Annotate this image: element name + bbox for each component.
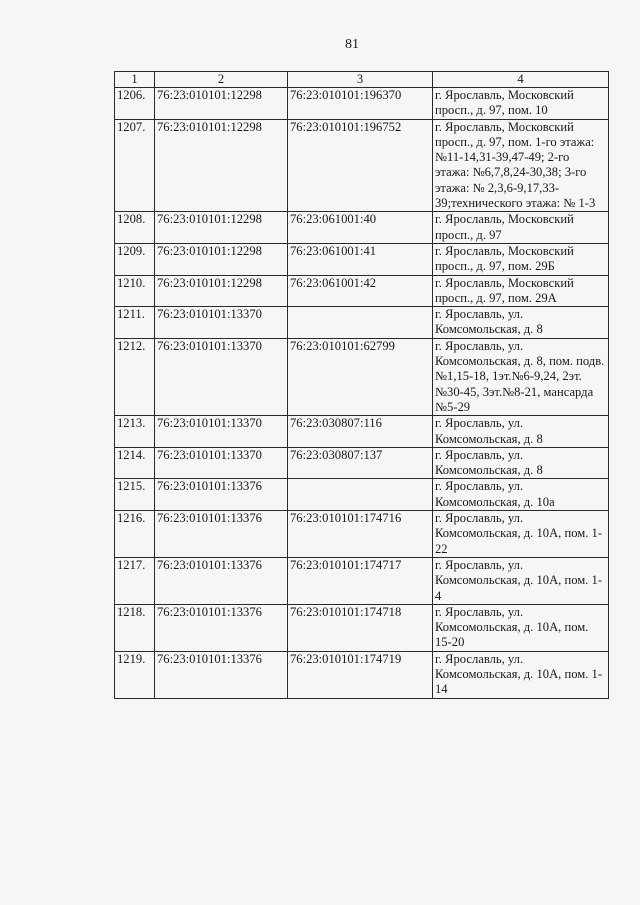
object-cadastral-number: 76:23:010101:174719 — [288, 651, 433, 698]
table-row — [115, 479, 609, 511]
object-cadastral-number — [288, 307, 433, 339]
parcel-cadastral-number: 76:23:010101:13376 — [155, 479, 288, 511]
address: г. Ярославль, ул. Комсомольская, д. 10а — [433, 479, 609, 511]
object-cadastral-number: 76:23:010101:174718 — [288, 604, 433, 651]
address: г. Ярославль, Московский просп., д. 97, пом. 29А — [433, 275, 609, 307]
row-number: 1218. — [115, 604, 155, 651]
header-row — [115, 72, 609, 88]
address: г. Ярославль, ул. Комсомольская, д. 10А, пом. 1-22 — [433, 511, 609, 558]
table-row — [115, 119, 609, 212]
table-row — [115, 88, 609, 120]
object-cadastral-number: 76:23:010101:62799 — [288, 338, 433, 415]
address: г. Ярославль, Московский просп., д. 97, пом. 1-го этажа: №11-14,31-39,47-49; 2-го этажа: №6,7,8,24-30,38; 3-го этажа: № 2,3,6-9,17,33-39;технического этажа: № 1-3 — [433, 119, 609, 212]
header-col-4: 4 — [433, 72, 609, 88]
table-row — [115, 511, 609, 558]
table-body — [115, 88, 609, 699]
address: г. Ярославль, ул. Комсомольская, д. 8 — [433, 416, 609, 448]
parcel-cadastral-number: 76:23:010101:12298 — [155, 88, 288, 120]
table-row — [115, 447, 609, 479]
parcel-cadastral-number: 76:23:010101:13370 — [155, 338, 288, 415]
table-row — [115, 651, 609, 698]
row-number: 1219. — [115, 651, 155, 698]
address: г. Ярославль, ул. Комсомольская, д. 10А, пом. 1-4 — [433, 557, 609, 604]
table-header — [115, 72, 609, 88]
object-cadastral-number — [288, 479, 433, 511]
row-number: 1216. — [115, 511, 155, 558]
table-row — [115, 243, 609, 275]
header-col-3: 3 — [288, 72, 433, 88]
table-row — [115, 338, 609, 415]
page-number: 81 — [345, 37, 359, 52]
parcel-cadastral-number: 76:23:010101:13376 — [155, 651, 288, 698]
row-number: 1210. — [115, 275, 155, 307]
address: г. Ярославль, Московский просп., д. 97, пом. 29Б — [433, 243, 609, 275]
parcel-cadastral-number: 76:23:010101:13370 — [155, 416, 288, 448]
row-number: 1206. — [115, 88, 155, 120]
object-cadastral-number: 76:23:061001:41 — [288, 243, 433, 275]
row-number: 1214. — [115, 447, 155, 479]
parcel-cadastral-number: 76:23:010101:12298 — [155, 212, 288, 244]
object-cadastral-number: 76:23:061001:40 — [288, 212, 433, 244]
address: г. Ярославль, ул. Комсомольская, д. 8 — [433, 447, 609, 479]
row-number: 1207. — [115, 119, 155, 212]
address: г. Ярославль, ул. Комсомольская, д. 8 — [433, 307, 609, 339]
parcel-cadastral-number: 76:23:010101:12298 — [155, 119, 288, 212]
parcel-cadastral-number: 76:23:010101:13376 — [155, 604, 288, 651]
object-cadastral-number: 76:23:010101:196752 — [288, 119, 433, 212]
table-row — [115, 604, 609, 651]
table-row — [115, 212, 609, 244]
address: г. Ярославль, ул. Комсомольская, д. 10А, пом. 1-14 — [433, 651, 609, 698]
parcel-cadastral-number: 76:23:010101:13370 — [155, 447, 288, 479]
parcel-cadastral-number: 76:23:010101:13376 — [155, 511, 288, 558]
table-row — [115, 557, 609, 604]
row-number: 1211. — [115, 307, 155, 339]
row-number: 1217. — [115, 557, 155, 604]
address: г. Ярославль, Московский просп., д. 97, пом. 10 — [433, 88, 609, 120]
parcel-cadastral-number: 76:23:010101:13370 — [155, 307, 288, 339]
table-row — [115, 416, 609, 448]
table-row — [115, 275, 609, 307]
object-cadastral-number: 76:23:030807:116 — [288, 416, 433, 448]
object-cadastral-number: 76:23:010101:174716 — [288, 511, 433, 558]
parcel-cadastral-number: 76:23:010101:12298 — [155, 275, 288, 307]
object-cadastral-number: 76:23:010101:196370 — [288, 88, 433, 120]
registry-table — [114, 71, 609, 699]
parcel-cadastral-number: 76:23:010101:12298 — [155, 243, 288, 275]
address: г. Ярославль, ул. Комсомольская, д. 10А, пом. 15-20 — [433, 604, 609, 651]
address: г. Ярославль, Московский просп., д. 97 — [433, 212, 609, 244]
row-number: 1212. — [115, 338, 155, 415]
row-number: 1213. — [115, 416, 155, 448]
address: г. Ярославль, ул. Комсомольская, д. 8, пом. подв.№1,15-18, 1эт.№6-9,24, 2эт.№30-45, 3эт.№8-21, мансарда №5-29 — [433, 338, 609, 415]
row-number: 1208. — [115, 212, 155, 244]
object-cadastral-number: 76:23:030807:137 — [288, 447, 433, 479]
table-row — [115, 307, 609, 339]
object-cadastral-number: 76:23:010101:174717 — [288, 557, 433, 604]
parcel-cadastral-number: 76:23:010101:13376 — [155, 557, 288, 604]
header-col-1: 1 — [115, 72, 155, 88]
header-col-2: 2 — [155, 72, 288, 88]
row-number: 1209. — [115, 243, 155, 275]
row-number: 1215. — [115, 479, 155, 511]
object-cadastral-number: 76:23:061001:42 — [288, 275, 433, 307]
